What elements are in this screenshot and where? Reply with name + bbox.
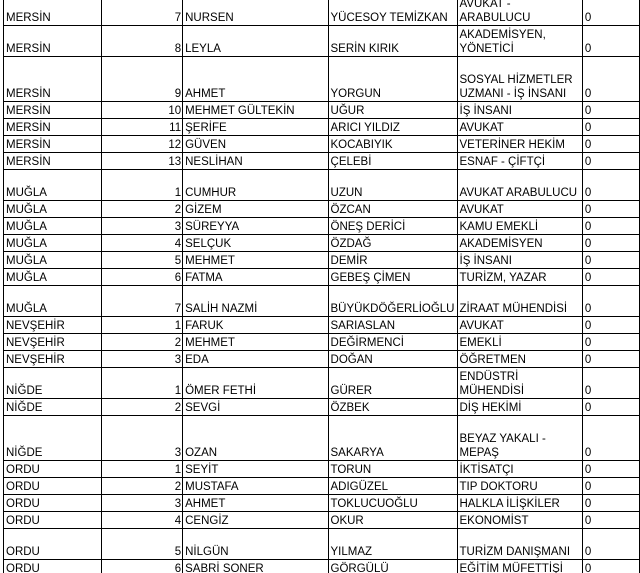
table-row: [4, 170, 640, 201]
profession-cell: AVUKAT - ARABULUCU: [457, 0, 582, 26]
profession-cell: AVUKAT ARABULUCU: [457, 170, 582, 201]
list-number-cell: 12: [102, 136, 183, 153]
profession-cell: AVUKAT: [457, 119, 582, 136]
first-name-cell: MEHMET: [183, 252, 328, 269]
table-row: [4, 102, 640, 119]
profession-cell: ÖĞRETMEN: [457, 351, 582, 368]
province-cell: ORDU: [4, 495, 102, 512]
profession-cell: AKADEMİSYEN, YÖNETİCİ: [457, 26, 582, 57]
first-name-cell: SÜREYYA: [183, 218, 328, 235]
last-name-cell: YÜCESOY TEMİZKAN: [328, 0, 457, 26]
vote-count-cell: 0: [582, 478, 639, 495]
table-row: [4, 201, 640, 218]
last-name-cell: GÖRGÜLÜ: [328, 560, 457, 573]
list-number-cell: 2: [102, 334, 183, 351]
list-number-cell: 2: [102, 399, 183, 416]
province-cell: MERSİN: [4, 102, 102, 119]
list-number-cell: 7: [102, 0, 183, 26]
last-name-cell: ÖNEŞ DERİCİ: [328, 218, 457, 235]
last-name-cell: ÇELEBİ: [328, 153, 457, 170]
vote-count-cell: 0: [582, 235, 639, 252]
first-name-cell: MUSTAFA: [183, 478, 328, 495]
list-number-cell: 4: [102, 235, 183, 252]
vote-count-cell: 0: [582, 317, 639, 334]
candidate-table: [3, 0, 640, 573]
last-name-cell: SARIASLAN: [328, 317, 457, 334]
last-name-cell: BÜYÜKDÖĞERLİOĞLU: [328, 286, 457, 317]
profession-cell: EKONOMİST: [457, 512, 582, 529]
vote-count-cell: 0: [582, 26, 639, 57]
first-name-cell: LEYLA: [183, 26, 328, 57]
last-name-cell: YORGUN: [328, 57, 457, 102]
vote-count-cell: 0: [582, 368, 639, 399]
table-row: [4, 512, 640, 529]
province-cell: MERSİN: [4, 0, 102, 26]
list-number-cell: 5: [102, 529, 183, 560]
vote-count-cell: 0: [582, 351, 639, 368]
first-name-cell: CUMHUR: [183, 170, 328, 201]
profession-cell: BEYAZ YAKALI - MEPAŞ: [457, 416, 582, 461]
profession-cell: İKTİSATÇI: [457, 461, 582, 478]
last-name-cell: UZUN: [328, 170, 457, 201]
table-row: [4, 351, 640, 368]
profession-cell: AVUKAT: [457, 201, 582, 218]
list-number-cell: 3: [102, 416, 183, 461]
vote-count-cell: 0: [582, 529, 639, 560]
list-number-cell: 1: [102, 368, 183, 399]
province-cell: ORDU: [4, 512, 102, 529]
vote-count-cell: 0: [582, 102, 639, 119]
profession-cell: SOSYAL HİZMETLER UZMANI - İŞ İNSANI: [457, 57, 582, 102]
vote-count-cell: 0: [582, 136, 639, 153]
list-number-cell: 11: [102, 119, 183, 136]
last-name-cell: GÜRER: [328, 368, 457, 399]
province-cell: NEVŞEHİR: [4, 317, 102, 334]
last-name-cell: TORUN: [328, 461, 457, 478]
first-name-cell: ÖMER FETHİ: [183, 368, 328, 399]
vote-count-cell: 0: [582, 119, 639, 136]
list-number-cell: 8: [102, 26, 183, 57]
first-name-cell: NİLGÜN: [183, 529, 328, 560]
last-name-cell: UĞUR: [328, 102, 457, 119]
table-row: [4, 0, 640, 26]
profession-cell: İŞ İNSANI: [457, 102, 582, 119]
first-name-cell: SEVGİ: [183, 399, 328, 416]
vote-count-cell: 0: [582, 399, 639, 416]
last-name-cell: ÖZBEK: [328, 399, 457, 416]
profession-cell: ZİRAAT MÜHENDİSİ: [457, 286, 582, 317]
list-number-cell: 6: [102, 269, 183, 286]
profession-cell: AVUKAT: [457, 317, 582, 334]
province-cell: NEVŞEHİR: [4, 334, 102, 351]
province-cell: MUĞLA: [4, 218, 102, 235]
list-number-cell: 1: [102, 170, 183, 201]
vote-count-cell: 0: [582, 57, 639, 102]
province-cell: MUĞLA: [4, 269, 102, 286]
table-row: [4, 286, 640, 317]
first-name-cell: NURSEN: [183, 0, 328, 26]
province-cell: NİĞDE: [4, 368, 102, 399]
table-row: [4, 57, 640, 102]
last-name-cell: OKUR: [328, 512, 457, 529]
last-name-cell: SAKARYA: [328, 416, 457, 461]
first-name-cell: SEYİT: [183, 461, 328, 478]
first-name-cell: GÜVEN: [183, 136, 328, 153]
last-name-cell: KOCABIYIK: [328, 136, 457, 153]
province-cell: MUĞLA: [4, 170, 102, 201]
first-name-cell: SABRİ SONER: [183, 560, 328, 573]
vote-count-cell: 0: [582, 512, 639, 529]
table-row: [4, 334, 640, 351]
first-name-cell: FATMA: [183, 269, 328, 286]
province-cell: MERSİN: [4, 57, 102, 102]
vote-count-cell: 0: [582, 0, 639, 26]
first-name-cell: GİZEM: [183, 201, 328, 218]
last-name-cell: DEMİR: [328, 252, 457, 269]
list-number-cell: 5: [102, 252, 183, 269]
list-number-cell: 13: [102, 153, 183, 170]
vote-count-cell: 0: [582, 416, 639, 461]
table-row: [4, 368, 640, 399]
table-row: [4, 136, 640, 153]
profession-cell: AKADEMİSYEN: [457, 235, 582, 252]
list-number-cell: 9: [102, 57, 183, 102]
profession-cell: ENDÜSTRİ MÜHENDİSİ: [457, 368, 582, 399]
province-cell: MERSİN: [4, 136, 102, 153]
vote-count-cell: 0: [582, 560, 639, 573]
vote-count-cell: 0: [582, 334, 639, 351]
candidate-rows: [4, 0, 640, 573]
list-number-cell: 3: [102, 218, 183, 235]
table-row: [4, 399, 640, 416]
vote-count-cell: 0: [582, 461, 639, 478]
table-row: [4, 269, 640, 286]
table-row: [4, 153, 640, 170]
first-name-cell: EDA: [183, 351, 328, 368]
list-number-cell: 1: [102, 317, 183, 334]
last-name-cell: TOKLUCUOĞLU: [328, 495, 457, 512]
profession-cell: TURİZM, YAZAR: [457, 269, 582, 286]
list-number-cell: 3: [102, 351, 183, 368]
vote-count-cell: 0: [582, 170, 639, 201]
first-name-cell: SELÇUK: [183, 235, 328, 252]
province-cell: ORDU: [4, 461, 102, 478]
list-number-cell: 2: [102, 201, 183, 218]
first-name-cell: MEHMET: [183, 334, 328, 351]
table-row: [4, 235, 640, 252]
list-number-cell: 3: [102, 495, 183, 512]
last-name-cell: ADIGÜZEL: [328, 478, 457, 495]
list-number-cell: 4: [102, 512, 183, 529]
table-row: [4, 26, 640, 57]
first-name-cell: FARUK: [183, 317, 328, 334]
vote-count-cell: 0: [582, 269, 639, 286]
last-name-cell: YILMAZ: [328, 529, 457, 560]
province-cell: MUĞLA: [4, 252, 102, 269]
list-number-cell: 1: [102, 461, 183, 478]
table-row: [4, 119, 640, 136]
first-name-cell: CENGİZ: [183, 512, 328, 529]
last-name-cell: ÖZCAN: [328, 201, 457, 218]
table-row: [4, 317, 640, 334]
profession-cell: VETERİNER HEKİM: [457, 136, 582, 153]
table-row: [4, 478, 640, 495]
profession-cell: TURİZM DANIŞMANI: [457, 529, 582, 560]
table-row: [4, 252, 640, 269]
province-cell: MUĞLA: [4, 201, 102, 218]
last-name-cell: ARICI YILDIZ: [328, 119, 457, 136]
vote-count-cell: 0: [582, 252, 639, 269]
province-cell: ORDU: [4, 529, 102, 560]
first-name-cell: SALİH NAZMİ: [183, 286, 328, 317]
last-name-cell: ÖZDAĞ: [328, 235, 457, 252]
list-number-cell: 10: [102, 102, 183, 119]
list-number-cell: 7: [102, 286, 183, 317]
list-number-cell: 2: [102, 478, 183, 495]
list-number-cell: 6: [102, 560, 183, 573]
table-row: [4, 416, 640, 461]
province-cell: NİĞDE: [4, 416, 102, 461]
last-name-cell: DEĞİRMENCİ: [328, 334, 457, 351]
table-row: [4, 529, 640, 560]
first-name-cell: ŞERİFE: [183, 119, 328, 136]
province-cell: MUĞLA: [4, 286, 102, 317]
province-cell: NEVŞEHİR: [4, 351, 102, 368]
last-name-cell: DOĞAN: [328, 351, 457, 368]
profession-cell: KAMU EMEKLİ: [457, 218, 582, 235]
province-cell: NİĞDE: [4, 399, 102, 416]
profession-cell: EĞİTİM MÜFETTİŞİ: [457, 560, 582, 573]
province-cell: MERSİN: [4, 26, 102, 57]
vote-count-cell: 0: [582, 218, 639, 235]
profession-cell: TIP DOKTORU: [457, 478, 582, 495]
first-name-cell: MEHMET GÜLTEKİN: [183, 102, 328, 119]
table-row: [4, 218, 640, 235]
province-cell: ORDU: [4, 560, 102, 573]
first-name-cell: OZAN: [183, 416, 328, 461]
first-name-cell: NESLİHAN: [183, 153, 328, 170]
profession-cell: DİŞ HEKİMİ: [457, 399, 582, 416]
province-cell: MERSİN: [4, 153, 102, 170]
vote-count-cell: 0: [582, 153, 639, 170]
vote-count-cell: 0: [582, 495, 639, 512]
profession-cell: EMEKLİ: [457, 334, 582, 351]
profession-cell: İŞ İNSANI: [457, 252, 582, 269]
profession-cell: ESNAF - ÇİFTÇİ: [457, 153, 582, 170]
province-cell: MUĞLA: [4, 235, 102, 252]
province-cell: MERSİN: [4, 119, 102, 136]
table-row: [4, 461, 640, 478]
first-name-cell: AHMET: [183, 495, 328, 512]
vote-count-cell: 0: [582, 201, 639, 218]
last-name-cell: SERİN KIRIK: [328, 26, 457, 57]
last-name-cell: GEBEŞ ÇİMEN: [328, 269, 457, 286]
first-name-cell: AHMET: [183, 57, 328, 102]
profession-cell: HALKLA İLİŞKİLER: [457, 495, 582, 512]
vote-count-cell: 0: [582, 286, 639, 317]
table-row: [4, 495, 640, 512]
province-cell: ORDU: [4, 478, 102, 495]
table-row: [4, 560, 640, 573]
